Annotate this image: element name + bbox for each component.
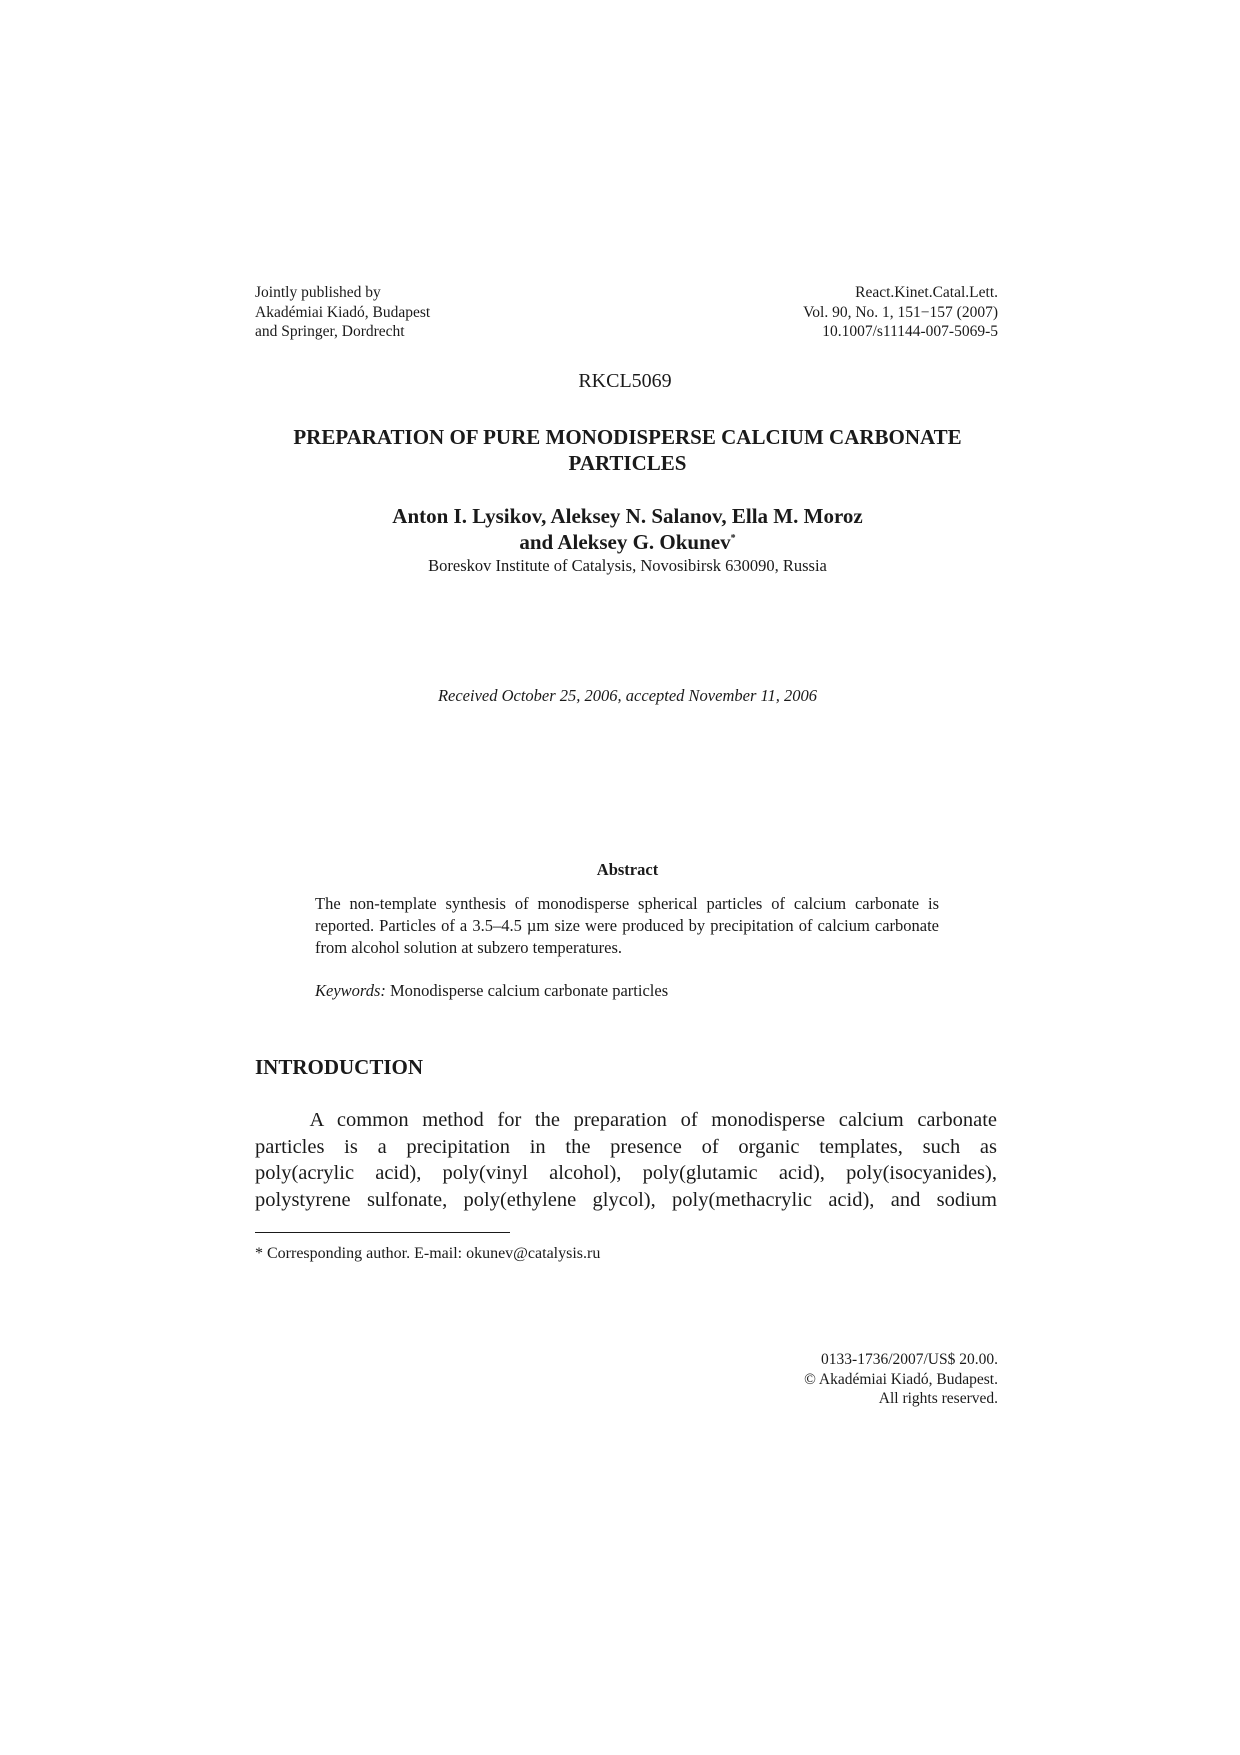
copyright-line: 0133-1736/2007/US$ 20.00. [821, 1351, 998, 1368]
keywords-value: Monodisperse calcium carbonate particles [390, 981, 669, 1000]
authors-line-2: and Aleksey G. Okunev [519, 530, 731, 554]
introduction-line: poly(acrylic acid), poly(vinyl alcohol), poly(glutamic acid), poly(isocyanides), [255, 1162, 997, 1184]
corresponding-marker: * [730, 533, 736, 544]
affiliation: Boreskov Institute of Catalysis, Novosibirsk 630090, Russia [428, 556, 827, 575]
title-line: PARTICLES [568, 451, 687, 475]
copyright-line: © Akadémiai Kiadó, Budapest. [804, 1370, 998, 1388]
footnote: * Corresponding author. E-mail: okunev@catalysis.ru [255, 1245, 601, 1262]
received-dates: Received October 25, 2006, accepted November 11, 2006 [437, 686, 818, 705]
introduction-paragraph [255, 1107, 997, 1213]
section-heading-introduction: INTRODUCTION [255, 1055, 424, 1079]
publisher-line: Akadémiai Kiadó, Budapest [255, 303, 431, 321]
journal-line: React.Kinet.Catal.Lett. [855, 284, 998, 301]
publisher-block [255, 283, 655, 342]
journal-citation-block [700, 283, 998, 342]
publisher-line: and Springer, Dordrecht [255, 323, 405, 340]
title-line: PREPARATION OF PURE MONODISPERSE CALCIUM CARBONATE [293, 425, 962, 449]
footnote-divider [255, 1232, 510, 1233]
authors-line: Anton I. Lysikov, Aleksey N. Salanov, Ella M. Moroz [392, 504, 863, 528]
authors-line [240, 529, 1015, 555]
journal-line: 10.1007/s11144-007-5069-5 [822, 323, 998, 340]
abstract-heading: Abstract [596, 860, 659, 879]
publisher-line: Jointly published by [255, 284, 381, 301]
keywords-label: Keywords: [315, 981, 386, 1000]
journal-line: Vol. 90, No. 1, 151−157 (2007) [803, 303, 998, 321]
article-code: RKCL5069 [578, 370, 672, 392]
introduction-line: polystyrene sulfonate, poly(ethylene glycol), poly(methacrylic acid), and sodium [255, 1188, 997, 1211]
authors-block [240, 503, 1015, 555]
abstract-text: The non-template synthesis of monodisperse spherical particles of calcium carbonate is reported. Particles of a 3.5–4.5 µm size were produced by precipitation of calcium carbonate from alcohol solution at subzero temperatures. [315, 894, 939, 957]
introduction-line: A common method for the preparation of monodisperse calcium carbonate [255, 1109, 997, 1131]
keywords [315, 981, 939, 1001]
copyright-line: All rights reserved. [878, 1390, 998, 1407]
copyright-block [700, 1350, 998, 1409]
paper-title [240, 424, 1015, 476]
introduction-line: particles is a precipitation in the presence of organic templates, such as [255, 1135, 997, 1158]
